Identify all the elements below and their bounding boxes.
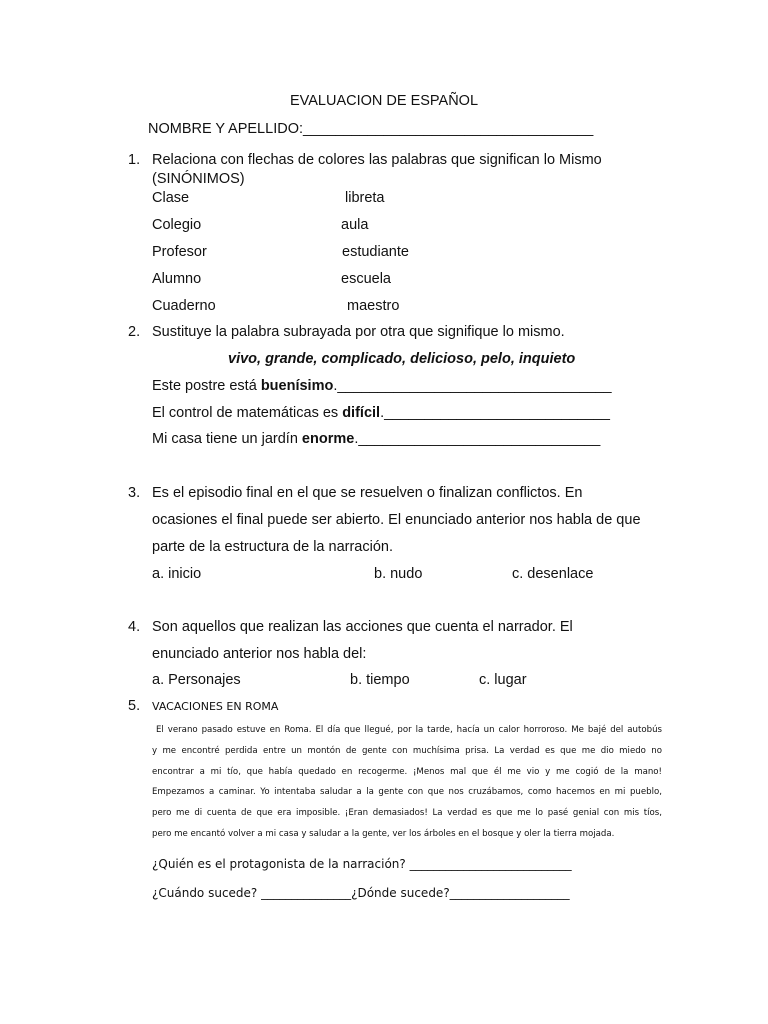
right-word: escuela (341, 271, 391, 287)
right-word: aula (341, 217, 369, 233)
answer-line: .______________________________ (354, 431, 601, 447)
story-text (152, 720, 662, 845)
comprehension-question-1: ¿Quién es el protagonista de la narración? ___________________________ (152, 857, 572, 871)
story-line: pero me encantó volver a mi casa y saludar a la gente, ver los árboles en el bosque y oler la tierra mojada. (152, 828, 615, 839)
question-text: Es el episodio final en el que se resuelven o finalizan conflictos. En (152, 485, 583, 501)
option-a: a. Personajes (152, 672, 241, 688)
question-text: enunciado anterior nos habla del: (152, 646, 367, 662)
target-word: buenísimo (260, 378, 334, 394)
sentence-2 (152, 405, 610, 421)
question-number: 3. (128, 485, 141, 501)
left-word: Cuaderno (152, 298, 216, 314)
sentence-text: Este postre está (152, 378, 261, 394)
comprehension-question-2: ¿Cuándo sucede? _______________¿Dónde sucede?____________________ (152, 886, 570, 900)
question-number: 4. (128, 619, 141, 635)
word-bank: vivo, grande, complicado, delicioso, pelo, inquieto (228, 351, 576, 367)
question-text: parte de la estructura de la narración. (152, 539, 393, 555)
left-word: Colegio (152, 217, 202, 233)
sentence-text: El control de matemáticas es (152, 405, 343, 421)
right-word: libreta (345, 190, 385, 206)
answer-line: .__________________________________ (333, 378, 612, 394)
left-word: Profesor (152, 244, 207, 260)
option-b: b. tiempo (350, 672, 410, 688)
option-b: b. nudo (374, 566, 423, 582)
option-a: a. inicio (152, 566, 202, 582)
option-c: c. desenlace (512, 566, 594, 582)
sentence-text: Mi casa tiene un jardín (152, 431, 302, 447)
question-text: Sustituye la palabra subrayada por otra que signifique lo mismo. (152, 324, 565, 340)
page-title: EVALUACION DE ESPAÑOL (289, 93, 479, 109)
target-word: enorme (301, 431, 355, 447)
story-line: encontrar a mi tío, que había quedado en recogerme. ¡Menos mal que él me vio y me cogió de la mano! (152, 766, 662, 777)
left-word: Alumno (152, 271, 202, 287)
option-c: c. lugar (479, 672, 527, 688)
story-heading: VACACIONES EN ROMA (152, 700, 279, 713)
sentence-1 (152, 378, 612, 394)
left-word: Clase (152, 190, 190, 206)
story-line: y me encontré perdida entre un montón de gente con muchísima prisa. La verdad es que me dio miedo no (152, 745, 662, 756)
story-line: El verano pasado estuve en Roma. El día que llegué, por la tarde, hacía un calor horroroso. Me bajé del autobús (156, 725, 662, 735)
question-text: Relaciona con flechas de colores las palabras que significan lo Mismo (152, 152, 602, 168)
question-text: ocasiones el final puede ser abierto. El enunciado anterior nos habla de que (152, 512, 641, 528)
right-word: maestro (347, 298, 400, 314)
target-word: difícil (342, 405, 381, 421)
question-number: 5. (128, 698, 141, 714)
question-number: 1. (128, 152, 141, 168)
name-field-line: NOMBRE Y APELLIDO:____________________________________ (148, 121, 594, 137)
right-word: estudiante (342, 244, 409, 260)
answer-line: .____________________________ (380, 405, 610, 421)
question-text: (SINÓNIMOS) (152, 171, 245, 187)
sentence-3 (152, 431, 600, 447)
story-line: pero me di cuenta de que era imposible. ¡Eran demasiados! La verdad es que me lo pasé genial con mis tíos, (152, 808, 662, 819)
question-number: 2. (128, 324, 141, 340)
story-line: Empezamos a caminar. Yo intentaba saludar a la gente con que nos cruzábamos, como hacemos en mi pueblo, (152, 787, 662, 798)
question-text: Son aquellos que realizan las acciones que cuenta el narrador. El (152, 619, 573, 635)
